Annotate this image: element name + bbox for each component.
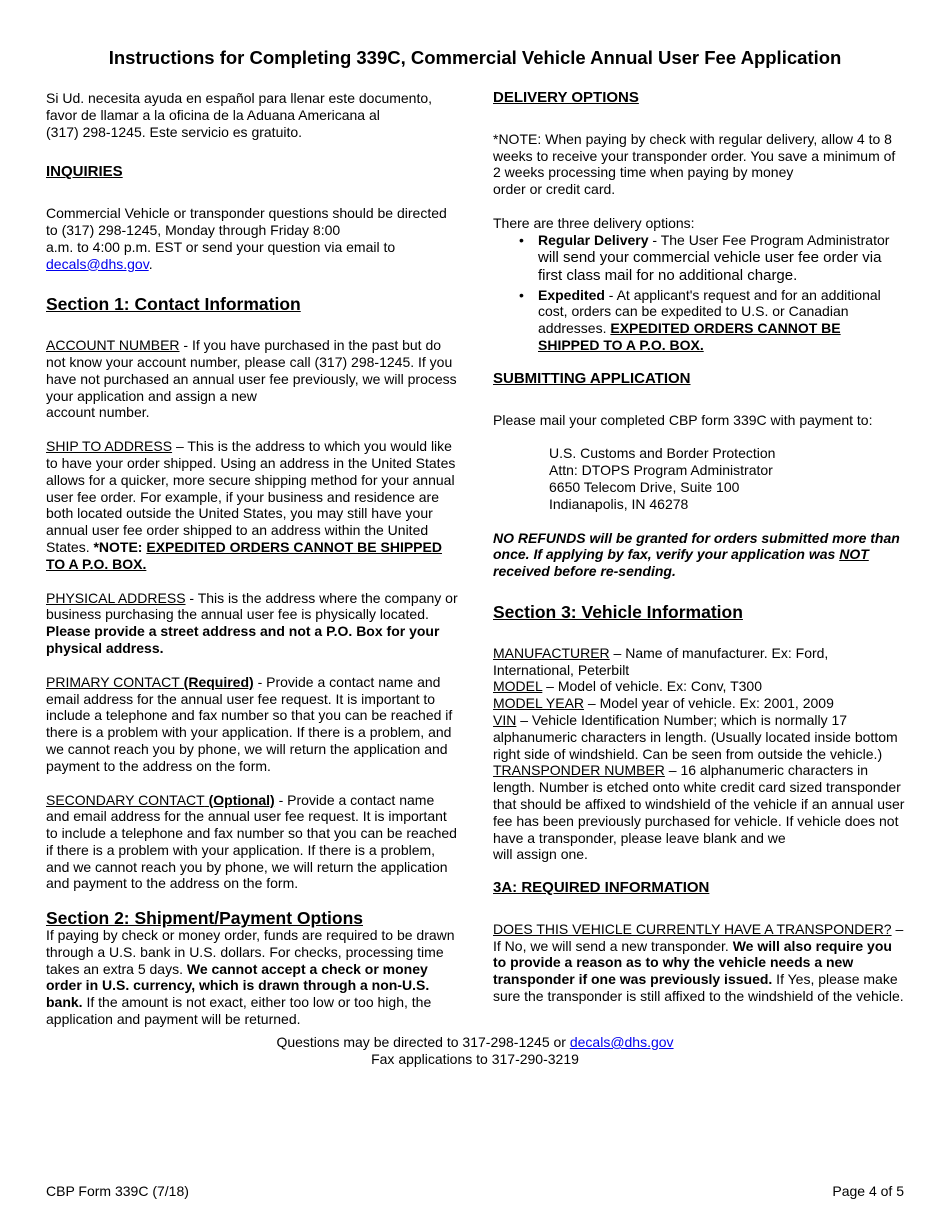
footer-contact: Questions may be directed to 317-298-1245 or decals@dhs.gov Fax applications to 317-290-3219 <box>276 1034 674 1067</box>
inquiries-text: Commercial Vehicle or transponder questions should be directed to (317) 298-1245, Monday through Friday 8:00 a.m. to 4:00 p.m. EST or send your question via email to decals@dhs.gov. <box>46 205 447 272</box>
inquiries-email-link[interactable]: decals@dhs.gov <box>46 255 149 272</box>
mailing-address: U.S. Customs and Border Protection Attn: DTOPS Program Administrator 6650 Telecom Drive, Suite 100 Indianapolis, IN 46278 <box>549 445 776 512</box>
secondary-contact-label: SECONDARY CONTACT <box>46 791 205 808</box>
page-number: Page 4 of 5 <box>832 1183 904 1199</box>
submitting-intro: Please mail your completed CBP form 339C with payment to: <box>493 411 873 428</box>
required-info-heading: 3A: REQUIRED INFORMATION <box>493 879 710 897</box>
delivery-options-list <box>493 232 905 354</box>
bullet-icon: • <box>519 286 524 303</box>
fax-line: Fax applications to 317-290-3219 <box>371 1051 579 1067</box>
primary-contact-label: PRIMARY CONTACT <box>46 673 180 690</box>
inquiries-heading: INQUIRIES <box>46 163 123 181</box>
list-item: • Regular Delivery - The User Fee Program Administrator will send your commercial vehicle user fee order via first class mail for no additional charge. <box>519 231 890 284</box>
form-number: CBP Form 339C (7/18) <box>46 1183 189 1199</box>
account-number-paragraph: ACCOUNT NUMBER - If you have purchased in the past but do not know your account number, please call (317) 298-1245. If you have not purchased an annual user fee previously, we will process your application and assign a new account number. <box>46 337 457 421</box>
secondary-contact-paragraph: SECONDARY CONTACT (Optional) - Provide a contact name and email address for the annual user fee request. It is important to include a telephone and fax number so that you can be reached if there is a problem with your application. If there is a problem, and we cannot reach you by phone, we will return the application and payment to the address on the form. <box>46 791 457 892</box>
footer-email-link[interactable]: decals@dhs.gov <box>569 1034 674 1050</box>
bullet-icon: • <box>519 231 524 248</box>
delivery-options-heading: DELIVERY OPTIONS <box>493 89 639 106</box>
required-info-paragraph: DOES THIS VEHICLE CURRENTLY HAVE A TRANSPONDER? – If No, we will send a new transponder. We will also require you to provide a reason as to why the vehicle needs a new transponder if one was previously issued. If Yes, please make sure the transponder is still affixed to the windshield of the vehicle. <box>493 920 904 1005</box>
no-refunds-notice: NO REFUNDS will be granted for orders submitted more than once. If applying by fax, verify your application was NOT received before re-sending. <box>493 529 900 580</box>
ship-to-paragraph: SHIP TO ADDRESS – This is the address to which you would like to have your order shipped. Using an address in the United States allows for a quicker, more secure shipping method for your annual user fee order. For example, if your business and residence are both located outside the United States, you may still have your annual user fee order shipped to an address within the United States. *NOTE: EXPEDITED ORDERS CANNOT BE SHIPPED TO A P.O. BOX. <box>46 438 456 572</box>
ship-to-warning: EXPEDITED ORDERS CANNOT BE SHIPPED TO A P.O. BOX. <box>46 538 442 572</box>
ship-to-label: SHIP TO ADDRESS <box>46 438 173 455</box>
vehicle-info-paragraph: MANUFACTURER – Name of manufacturer. Ex: Ford, International, Peterbilt MODEL – Model of vehicle. Ex: Conv, T300 MODEL YEAR – Model year of vehicle. Ex: 2001, 2009 VIN – Vehicle Identification Number; which is normally 17 alphanumeric characters in length. (Usually located inside bottom right side of windshield. Can be seen from outside the vehicle.) TRANSPONDER NUMBER – 16 alphanumeric characters in length. Number is etched onto white credit card sized transponder that should be affixed to windshield of the vehicle if an annual user fee has been previously purchased for vehicle. If vehicle does not have a transponder, please leave blank and we will assign one. <box>493 644 905 863</box>
primary-contact-paragraph: PRIMARY CONTACT (Required) - Provide a contact name and email address for the annual user fee request. It is important to include a telephone and fax number so that you can be reached if there is a problem with your application. If there is a problem, and we cannot reach you by phone, we will return the application and payment to the address on the form. <box>46 673 453 774</box>
submitting-heading: SUBMITTING APPLICATION <box>493 369 691 387</box>
spanish-notice: Si Ud. necesita ayuda en español para llenar este documento, favor de llamar a la oficina de la Aduana Americana al (317) 298-1245. Este servicio es gratuito. <box>46 90 433 140</box>
left-column <box>46 90 458 1028</box>
physical-address-label: PHYSICAL ADDRESS <box>46 589 186 606</box>
delivery-note: *NOTE: When paying by check with regular delivery, allow 4 to 8 weeks to receive your transponder order. You save a minimum of 2 weeks processing time when paying by money order or credit card. <box>493 130 896 198</box>
page-title: Instructions for Completing 339C, Commercial Vehicle Annual User Fee Application <box>108 47 842 68</box>
section2-heading: Section 2: Shipment/Payment Options <box>46 908 363 929</box>
section3-heading: Section 3: Vehicle Information <box>493 601 743 622</box>
payment-paragraph: If paying by check or money order, funds are required to be drawn through a U.S. bank in U.S. dollars. For checks, processing time takes an extra 5 days. We cannot accept a check or money order in U.S. currency, which is drawn through a non-U.S. bank. If the amount is not exact, either too low or too high, the application and payment will be returned. <box>46 927 455 1028</box>
section1-heading: Section 1: Contact Information <box>46 294 301 315</box>
physical-address-paragraph: PHYSICAL ADDRESS - This is the address where the company or business purchasing the annual user fee is physically located. Please provide a street address and not a P.O. Box for your physical address. <box>46 589 458 656</box>
account-number-label: ACCOUNT NUMBER <box>46 337 180 354</box>
list-item: • Expedited - At applicant's request and for an additional cost, orders can be expedited to U.S. or Canadian addresses. EXPEDITED ORDERS CANNOT BE SHIPPED TO A P.O. BOX. <box>519 286 881 353</box>
right-column <box>493 90 905 1005</box>
expedited-warning: EXPEDITED ORDERS CANNOT BE SHIPPED TO A P.O. BOX. <box>538 320 841 353</box>
delivery-intro: There are three delivery options: <box>493 214 695 231</box>
